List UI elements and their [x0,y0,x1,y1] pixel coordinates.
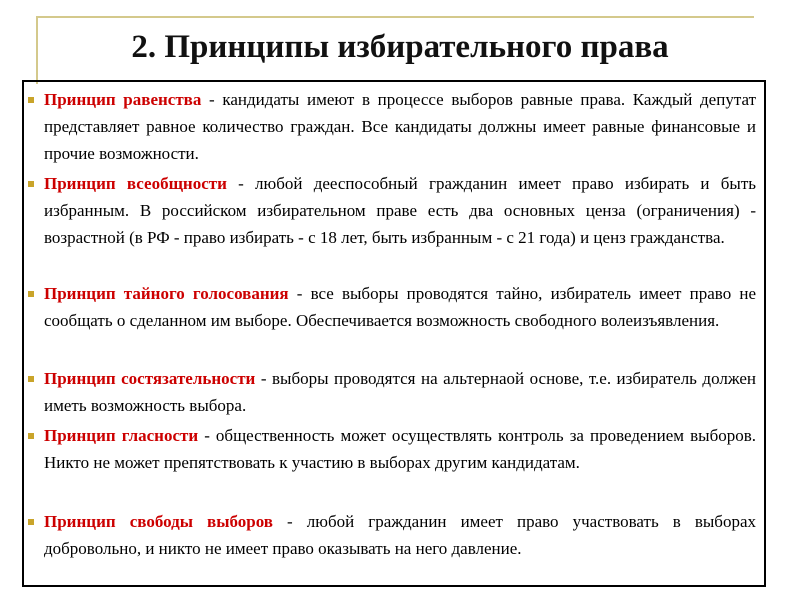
list-item-secret-ballot [44,280,756,334]
term-label: Принцип состязательности [44,369,256,388]
bullet-icon [28,433,34,439]
bullet-icon [28,97,34,103]
item-text: - любой дееспособный гражданин имеет право избирать и быть избранным. В российском избирательном праве есть два основных ценза (ограничения) - возрастной (в РФ - право избирать - с 18 лет, быть избранным - с 21 года) и ценз гражданства. [44,174,757,247]
term-label: Принцип тайного голосования [44,284,289,303]
bullet-icon [28,376,34,382]
slide-title: 2. Принципы избирательного права [131,29,669,65]
list-item-universality [44,170,756,251]
term-label: Принцип равенства [44,90,202,109]
item-text: - кандидаты имеют в процессе выборов равные права. Каждый депутат представляет равное количество граждан. Все кандидаты должны имеет равные финансовые и прочие возможности. [44,90,756,163]
item-text: - любой гражданин имеет право участвовать в выборах добровольно, и никто не имеет право оказывать на него давление. [44,512,756,558]
list-item-equality [44,86,756,167]
list-item-free-elections [44,508,756,562]
item-text: - общественность может осуществлять контроль за проведением выборов. Никто не может препятствовать к участию в выборах другим кандидатам. [44,426,756,472]
term-label: Принцип всеобщности [44,174,227,193]
item-text: - все выборы проводятся тайно, избиратель имеет право не сообщать о сделанном им выборе. Обеспечивается возможность свободного волеизъявления. [44,284,756,330]
term-label: Принцип свободы выборов [44,512,273,531]
bullet-icon [28,519,34,525]
bullet-icon [28,181,34,187]
item-text: - выборы проводятся на альтернаой основе, т.е. избиратель должен иметь возможность выбора. [44,369,756,415]
frame-top-line [36,16,754,18]
term-label: Принцип гласности [44,426,199,445]
list-item-publicity [44,422,756,476]
list-item-competitiveness [44,365,756,419]
bullet-icon [28,291,34,297]
